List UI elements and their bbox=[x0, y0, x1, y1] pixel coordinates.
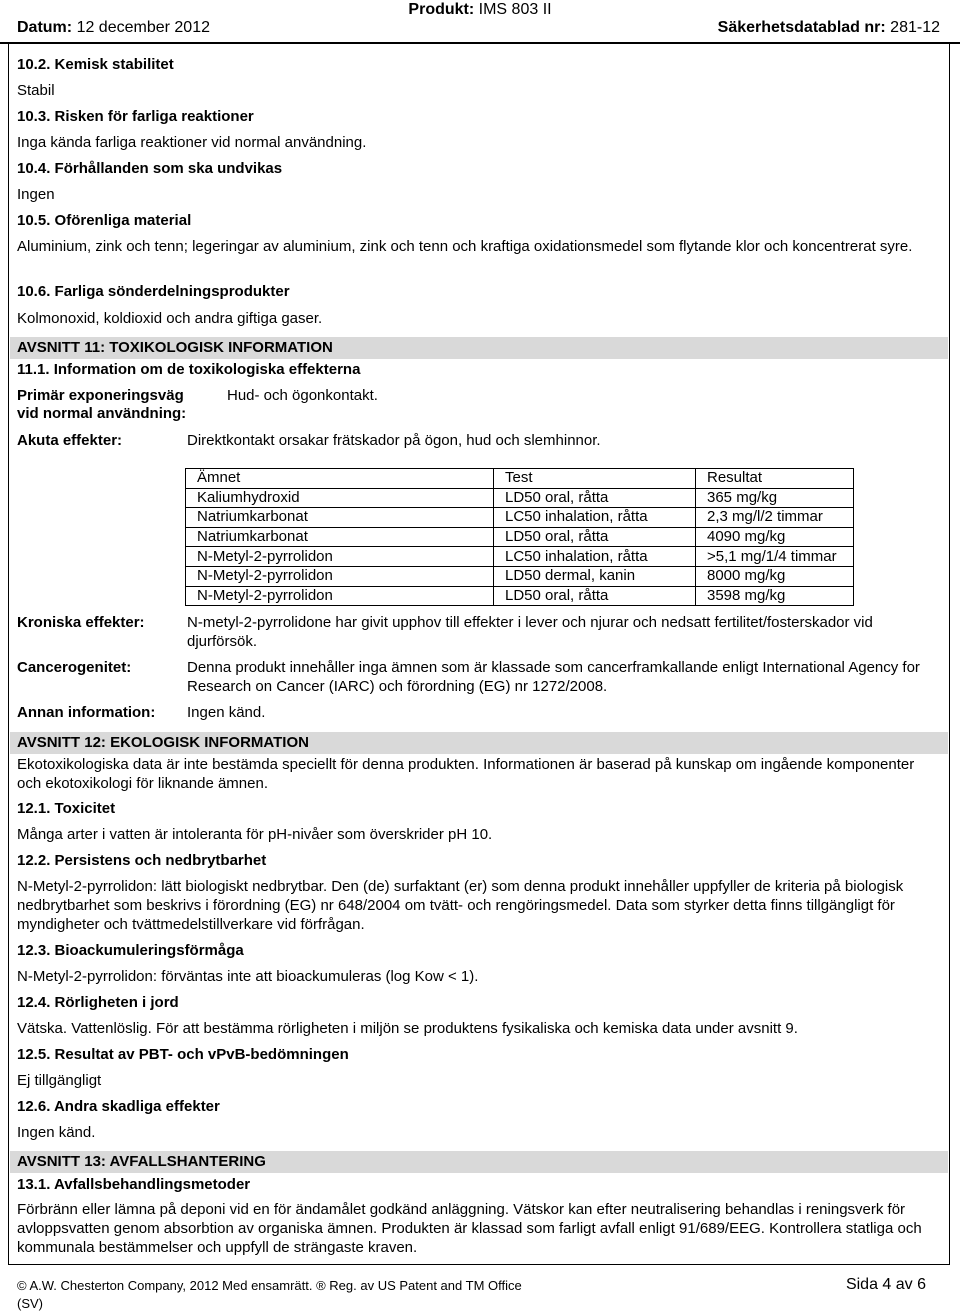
footer-divider bbox=[8, 1264, 950, 1265]
cell-test: LD50 oral, råtta bbox=[494, 527, 696, 547]
heading-12-2: 12.2. Persistens och nedbrytbarhet bbox=[17, 852, 267, 869]
cell-result: 8000 mg/kg bbox=[696, 566, 854, 586]
text-12-1: Många arter i vatten är intoleranta för pH-nivåer som överskrider pH 10. bbox=[17, 826, 493, 843]
exposure-label-2: vid normal användning: bbox=[17, 405, 187, 422]
heading-12-6: 12.6. Andra skadliga effekter bbox=[17, 1098, 220, 1115]
cell-result: 3598 mg/kg bbox=[696, 586, 854, 606]
exposure-label-1: Primär exponeringsväg bbox=[17, 387, 184, 404]
exposure-value: Hud- och ögonkontakt. bbox=[227, 387, 378, 404]
heading-12-4: 12.4. Rörligheten i jord bbox=[17, 994, 179, 1011]
product-value: IMS 803 II bbox=[478, 1, 552, 18]
cell-test: LC50 inhalation, råtta bbox=[494, 508, 696, 528]
heading-12-3: 12.3. Bioackumuleringsförmåga bbox=[17, 942, 244, 959]
section-11-title: AVSNITT 11: TOXIKOLOGISK INFORMATION bbox=[10, 337, 948, 359]
sheet-value: 281-12 bbox=[890, 19, 940, 36]
cell-result: 2,3 mg/l/2 timmar bbox=[696, 508, 854, 528]
copyright-text: © A.W. Chesterton Company, 2012 Med ensamrätt. ® Reg. av US Patent and TM Office bbox=[17, 1278, 522, 1293]
sheet-number bbox=[718, 19, 940, 37]
heading-13-1: 13.1. Avfallsbehandlingsmetoder bbox=[17, 1176, 251, 1193]
cell-substance: N-Metyl-2-pyrrolidon bbox=[186, 566, 494, 586]
cell-substance: N-Metyl-2-pyrrolidon bbox=[186, 586, 494, 606]
language-code: (SV) bbox=[17, 1296, 43, 1311]
other-info-label: Annan information: bbox=[17, 704, 156, 721]
table-header-row bbox=[186, 469, 854, 489]
col-header-result: Resultat bbox=[696, 469, 854, 489]
page-number: Sida 4 av 6 bbox=[845, 1276, 926, 1293]
carcinogenicity-value: Denna produkt innehåller inga ämnen som är klassade som cancerframkallande enligt International Agency for Research on Cancer (IARC) och förordning (EG) nr 1272/2008. bbox=[187, 659, 920, 695]
text-12-4: Vätska. Vattenlöslig. För att bestämma rörligheten i miljön se produktens fysikaliska och kemiska data under avsnitt 9. bbox=[17, 1020, 798, 1037]
product-label: Produkt: bbox=[408, 1, 475, 18]
text-12-6: Ingen känd. bbox=[17, 1124, 96, 1141]
heading-10-6: 10.6. Farliga sönderdelningsprodukter bbox=[17, 283, 290, 300]
date-value: 12 december 2012 bbox=[76, 19, 210, 36]
date bbox=[17, 19, 210, 37]
col-header-substance: Ämnet bbox=[186, 469, 494, 489]
section-12-intro: Ekotoxikologiska data är inte bestämda speciellt för denna produkten. Informationen är baserad på kunskap om ingående komponenter och ekotoxikologi för liknande ämnen. bbox=[17, 756, 915, 792]
cell-result: 365 mg/kg bbox=[696, 488, 854, 508]
cell-test: LD50 oral, råtta bbox=[494, 488, 696, 508]
cell-substance: Natriumkarbonat bbox=[186, 527, 494, 547]
heading-12-5: 12.5. Resultat av PBT- och vPvB-bedömningen bbox=[17, 1046, 349, 1063]
cell-test: LC50 inhalation, råtta bbox=[494, 547, 696, 567]
cell-result: 4090 mg/kg bbox=[696, 527, 854, 547]
table-row bbox=[186, 547, 854, 567]
heading-10-5: 10.5. Oförenliga material bbox=[17, 212, 192, 229]
text-13-1: Förbränn eller lämna på deponi vid en för ändamålet godkänd anläggning. Vätskor kan efter neutralisering behandlas i reningsverk för avloppsvatten genom absorbtion av organiska ämnen. Produkten är klassad som farligt avfall enligt 91/689/EEG. Kontrollera statliga och kommunala bestämmelser och uppfyll de strängaste kraven. bbox=[17, 1201, 922, 1256]
table-row bbox=[186, 527, 854, 547]
text-12-3: N-Metyl-2-pyrrolidon: förväntas inte att bioackumuleras (log Kow < 1). bbox=[17, 968, 479, 985]
text-10-5: Aluminium, zink och tenn; legeringar av aluminium, zink och tenn och kraftiga oxidationsmedel som flytande klor och koncentrerat syre. bbox=[17, 238, 913, 255]
carcinogenicity-label: Cancerogenitet: bbox=[17, 659, 132, 676]
text-12-2: N-Metyl-2-pyrrolidon: lätt biologiskt nedbrytbar. Den (de) surfaktant (er) som denna produkt innehåller uppfyller de kriteria på biologisk nedbrytbarhet som beskrivs i förordning (EG) nr 648/2004 om tvätt- och rengöringsmedel. Data som styrker detta finns tillgängligt för myndigheter och tvättmedelstillverkare vid förfrågan. bbox=[17, 878, 904, 933]
chronic-label: Kroniska effekter: bbox=[17, 614, 145, 631]
heading-10-2: 10.2. Kemisk stabilitet bbox=[17, 56, 174, 73]
date-label: Datum: bbox=[17, 19, 73, 36]
cell-result: >5,1 mg/1/4 timmar bbox=[696, 547, 854, 567]
cell-substance: Natriumkarbonat bbox=[186, 508, 494, 528]
heading-12-1: 12.1. Toxicitet bbox=[17, 800, 116, 817]
table-row bbox=[186, 566, 854, 586]
text-10-4: Ingen bbox=[17, 186, 55, 203]
acute-label: Akuta effekter: bbox=[17, 432, 123, 449]
heading-10-3: 10.3. Risken för farliga reaktioner bbox=[17, 108, 254, 125]
text-12-5: Ej tillgängligt bbox=[17, 1072, 102, 1089]
text-10-6: Kolmonoxid, koldioxid och andra giftiga gaser. bbox=[17, 310, 323, 327]
cell-substance: N-Metyl-2-pyrrolidon bbox=[186, 547, 494, 567]
toxicity-table bbox=[185, 468, 854, 606]
table-row bbox=[186, 586, 854, 606]
table-row bbox=[186, 508, 854, 528]
cell-test: LD50 dermal, kanin bbox=[494, 566, 696, 586]
page-header bbox=[0, 0, 960, 44]
col-header-test: Test bbox=[494, 469, 696, 489]
chronic-value: N-metyl-2-pyrrolidone har givit upphov till effekter i lever och njurar och nedsatt fertilitet/fosterskador vid djurförsök. bbox=[187, 614, 873, 650]
cell-substance: Kaliumhydroxid bbox=[186, 488, 494, 508]
heading-10-4: 10.4. Förhållanden som ska undvikas bbox=[17, 160, 283, 177]
text-10-2: Stabil bbox=[17, 82, 55, 99]
table-row bbox=[186, 488, 854, 508]
heading-11-1: 11.1. Information om de toxikologiska effekterna bbox=[17, 361, 361, 378]
sheet-label: Säkerhetsdatablad nr: bbox=[717, 19, 886, 36]
product-id bbox=[0, 1, 960, 19]
other-info-value: Ingen känd. bbox=[187, 704, 266, 721]
acute-value: Direktkontakt orsakar frätskador på ögon, hud och slemhinnor. bbox=[187, 432, 601, 449]
footer-copyright bbox=[17, 1277, 522, 1313]
text-10-3: Inga kända farliga reaktioner vid normal användning. bbox=[17, 134, 367, 151]
section-13-title: AVSNITT 13: AVFALLSHANTERING bbox=[10, 1151, 948, 1173]
section-12-title: AVSNITT 12: EKOLOGISK INFORMATION bbox=[10, 732, 948, 754]
cell-test: LD50 oral, råtta bbox=[494, 586, 696, 606]
